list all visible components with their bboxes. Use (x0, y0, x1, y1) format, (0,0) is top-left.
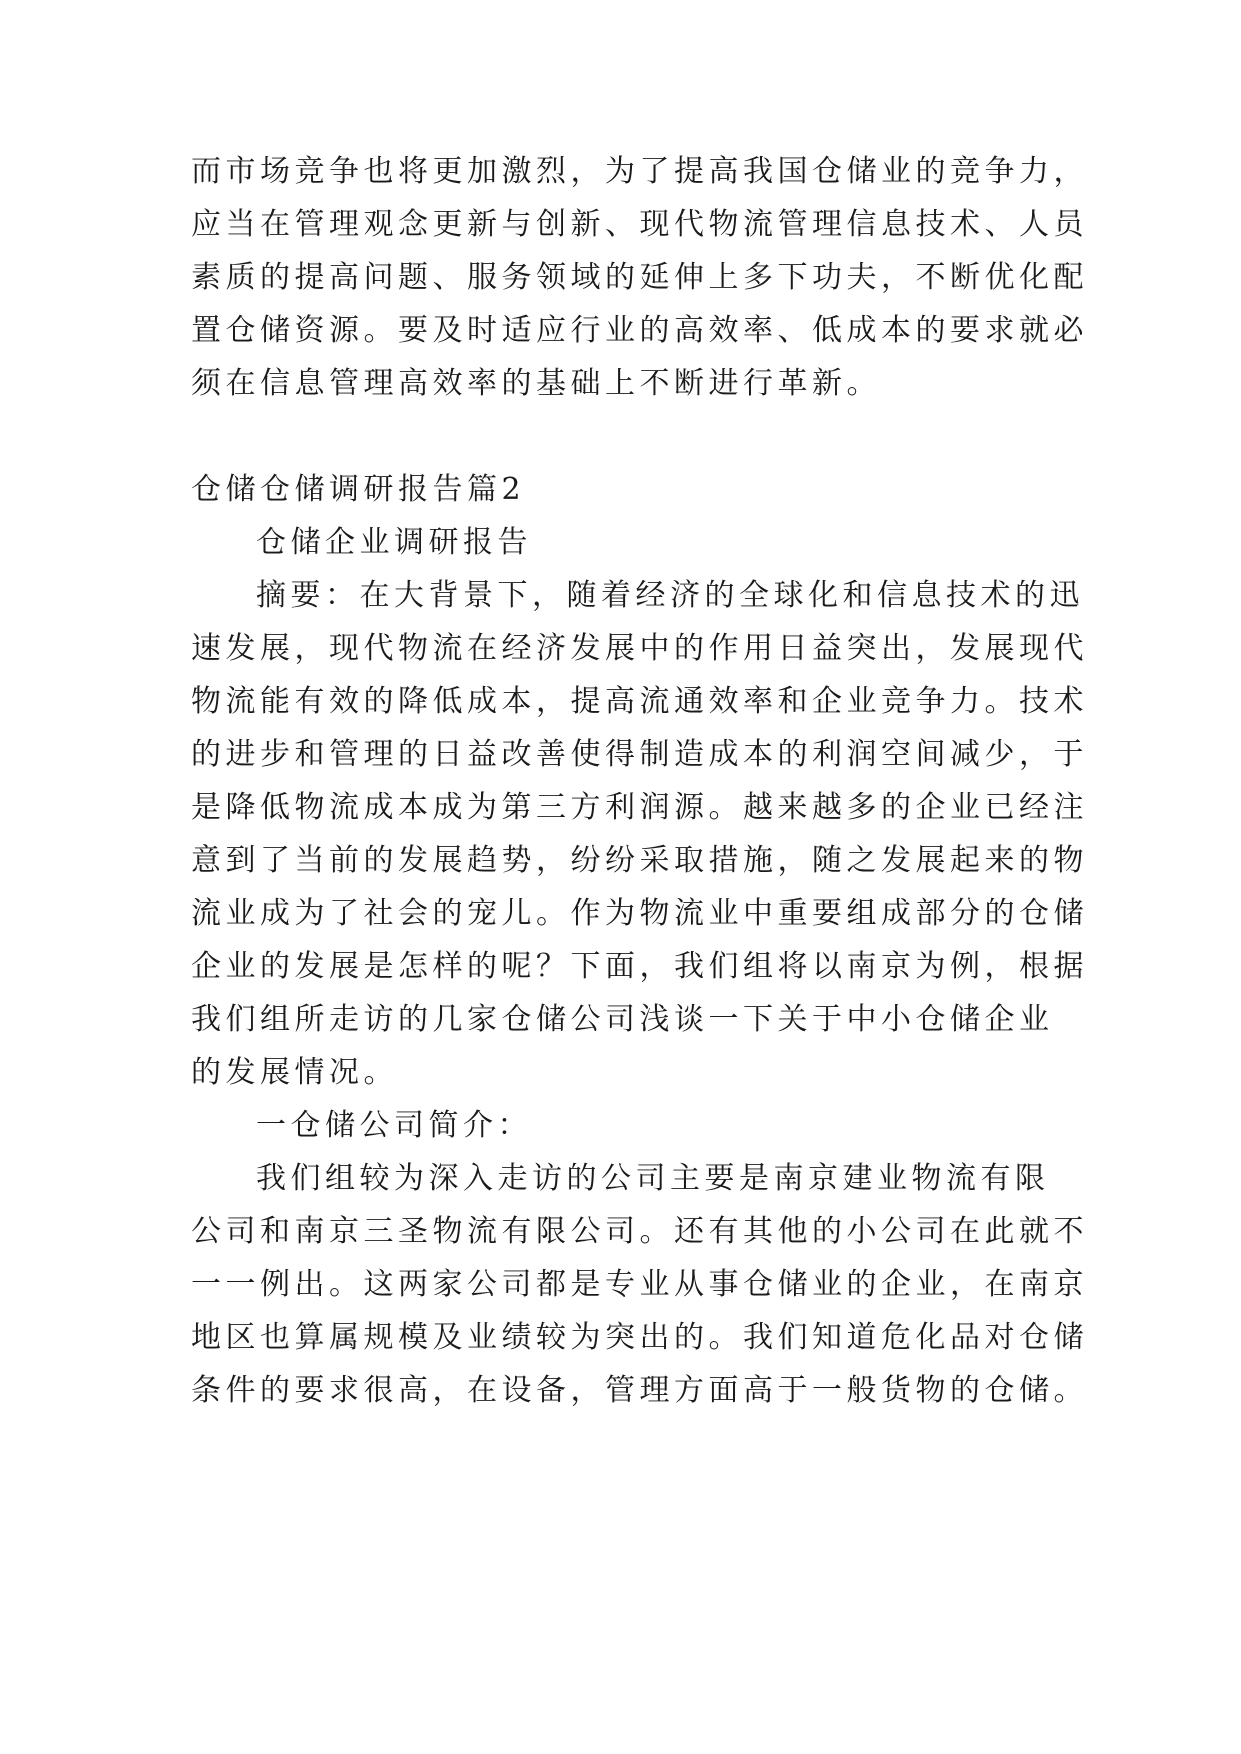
paragraph-line: 素质的提高问题、服务领域的延伸上多下功夫，不断优化配 (191, 260, 1088, 295)
paragraph-line: 置仓储资源。要及时适应行业的高效率、低成本的要求就必 (191, 313, 1088, 348)
abstract-line: 摘要：在大背景下，随着经济的全球化和信息技术的迅 (256, 578, 1084, 613)
paragraph-line: 我们组较为深入走访的公司主要是南京建业物流有限 (256, 1161, 1050, 1196)
paragraph-line: 应当在管理观念更新与创新、现代物流管理信息技术、人员 (191, 207, 1088, 242)
abstract-line: 流业成为了社会的宠儿。作为物流业中重要组成部分的仓储 (191, 896, 1088, 931)
paragraph-line: 地区也算属规模及业绩较为突出的。我们知道危化品对仓储 (191, 1320, 1088, 1355)
paragraph-line: 条件的要求很高，在设备，管理方面高于一般货物的仓储。 (191, 1373, 1088, 1408)
abstract-line: 的进步和管理的日益改善使得制造成本的利润空间减少，于 (191, 737, 1088, 772)
paragraph-line: 须在信息管理高效率的基础上不断进行革新。 (191, 366, 881, 401)
abstract-line: 我们组所走访的几家仓储公司浅谈一下关于中小仓储企业 (191, 1002, 1054, 1037)
paragraph-line: 而市场竞争也将更加激烈，为了提高我国仓储业的竞争力， (191, 154, 1088, 189)
paragraph-line: 一一例出。这两家公司都是专业从事仓储业的企业，在南京 (191, 1267, 1088, 1302)
abstract-line: 企业的发展是怎样的呢？下面，我们组将以南京为例，根据 (191, 949, 1088, 984)
abstract-line: 意到了当前的发展趋势，纷纷采取措施，随之发展起来的物 (191, 843, 1088, 878)
report-title: 仓储企业调研报告 (256, 525, 532, 560)
subheading: 一仓储公司简介： (256, 1108, 532, 1143)
abstract-line: 是降低物流成本成为第三方利润源。越来越多的企业已经注 (191, 790, 1088, 825)
paragraph-line: 公司和南京三圣物流有限公司。还有其他的小公司在此就不 (191, 1214, 1088, 1249)
abstract-line: 速发展，现代物流在经济发展中的作用日益突出，发展现代 (191, 631, 1088, 666)
section-heading: 仓储仓储调研报告篇2 (191, 472, 526, 507)
abstract-line: 的发展情况。 (191, 1055, 398, 1090)
abstract-line: 物流能有效的降低成本，提高流通效率和企业竞争力。技术 (191, 684, 1088, 719)
